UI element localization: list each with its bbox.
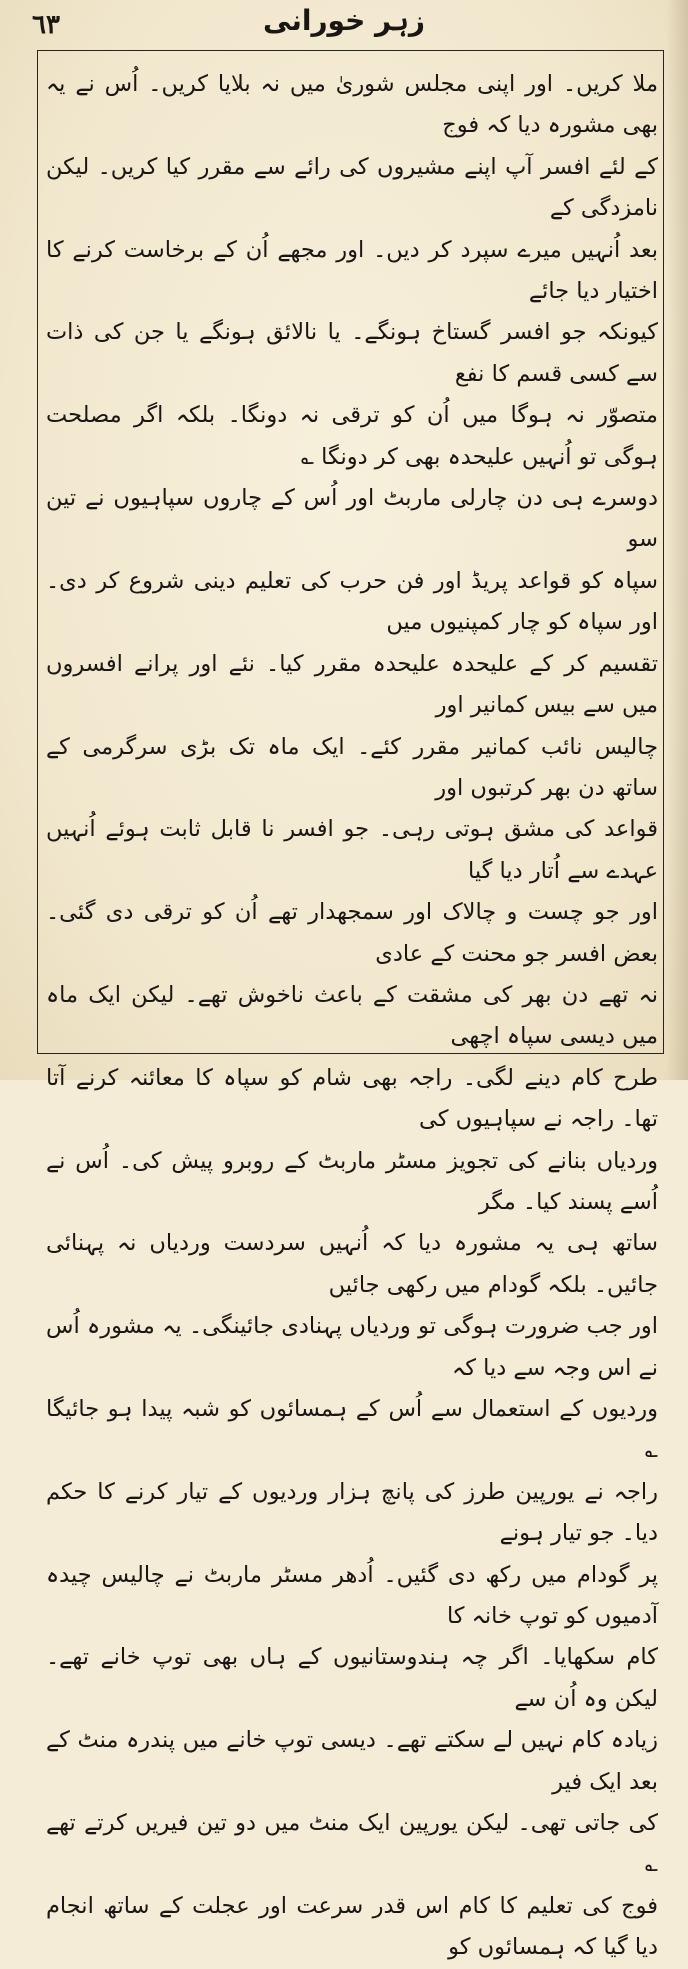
text-line: وردیوں کے استعمال سے اُس کے ہمسائوں کو شبہ پیدا ہو جائیگا ؎ xyxy=(46,1396,658,1464)
page-number: ٦٣ xyxy=(32,10,60,40)
text-line: سپاہ کو قواعد پریڈ اور فن حرب کی تعلیم دینی شروع کر دی۔ اور سپاہ کو چار کمپنیوں میں xyxy=(46,567,658,636)
page-edge-shadow xyxy=(666,0,688,1080)
text-line: تقسیم کر کے علیحدہ علیحدہ مقرر کیا۔ نئے اور پرانے افسروں میں سے بیس کمانیر اور xyxy=(46,650,658,719)
text-line: ملا کریں۔ اور اپنی مجلس شوریٰ میں نہ بلایا کریں۔ اُس نے یہ بھی مشورہ دیا کہ فوج xyxy=(46,71,658,139)
text-line: متصوّر نہ ہوگا میں اُن کو ترقی نہ دونگا۔ بلکہ اگر مصلحت ہوگی تو اُنہیں علیحدہ بھی کر دونگا ؎ xyxy=(46,402,658,470)
text-line: کام سکھایا۔ اگر چہ ہندوستانیوں کے ہاں بھی توپ خانے تھے۔ لیکن وہ اُن سے xyxy=(46,1644,658,1712)
body-text xyxy=(46,64,658,1961)
text-line: کی جاتی تھی۔ لیکن یورپین ایک منٹ میں دو تین فیریں کرتے تھے ؎ xyxy=(46,1810,658,1878)
text-line: کے لئے افسر آپ اپنے مشیروں کی رائے سے مقرر کیا کریں۔ لیکن نامزدگی کے xyxy=(46,153,658,222)
text-line: فوج کی تعلیم کا کام اس قدر سرعت اور عجلت کے ساتھ انجام دیا گیا کہ ہمسائوں کو xyxy=(46,1892,658,1961)
text-line: اور جب ضرورت ہوگی تو وردیاں پہنادی جائینگی۔ یہ مشورہ اُس نے اس وجہ سے دیا کہ xyxy=(46,1313,658,1381)
text-line: بعد اُنہیں میرے سپرد کر دیں۔ اور مجھے اُن کے برخاست کرنے کا اختیار دیا جائے xyxy=(46,236,658,305)
text-line: اور جو چست و چالاک اور سمجھدار تھے اُن کو ترقی دی گئی۔ بعض افسر جو محنت کے عادی xyxy=(46,899,658,967)
text-line: پر گودام میں رکھ دی گئیں۔ اُدھر مسٹر ماربٹ نے چالیس چیدہ آدمیوں کو توپ خانہ کا xyxy=(46,1561,658,1630)
text-line: کیونکہ جو افسر گستاخ ہونگے۔ یا نالائق ہونگے یا جن کی ذات سے کسی قسم کا نفع xyxy=(46,319,658,387)
page-header xyxy=(0,4,688,46)
text-line: دوسرے ہی دن چارلی ماربٹ اور اُس کے چاروں سپاہیوں نے تین سو xyxy=(46,485,658,553)
text-line: نہ تھے دن بھر کی مشقت کے باعث ناخوش تھے۔ لیکن ایک ماہ میں دیسی سپاہ اچھی xyxy=(46,981,658,1050)
running-title: زہر خورانی xyxy=(263,4,425,37)
text-line: راجہ نے یورپین طرز کی پانچ ہزار وردیوں کے تیار کرنے کا حکم دیا۔ جو تیار ہونے xyxy=(46,1478,658,1547)
text-line: ساتھ ہی یہ مشورہ دیا کہ اُنہیں سردست وردیاں نہ پہنائی جائیں۔ بلکہ گودام میں رکھی جائیں xyxy=(46,1230,658,1298)
text-line: چالیس نائب کمانیر مقرر کئے۔ ایک ماہ تک بڑی سرگرمی کے ساتھ دن بھر کرتبوں اور xyxy=(46,733,658,801)
text-line: زیادہ کام نہیں لے سکتے تھے۔ دیسی توپ خانے میں پندرہ منٹ کے بعد ایک فیر xyxy=(46,1727,658,1795)
text-line: وردیاں بنانے کی تجویز مسٹر ماربٹ کے روبرو پیش کی۔ اُس نے اُسے پسند کیا۔ مگر xyxy=(46,1147,658,1215)
text-line: قواعد کی مشق ہوتی رہی۔ جو افسر نا قابل ثابت ہوئے اُنہیں عہدے سے اُتار دیا گیا xyxy=(46,816,658,884)
text-line: طرح کام دینے لگی۔ راجہ بھی شام کو سپاہ کا معائنہ کرنے آتا تھا۔ راجہ نے سپاہیوں کی xyxy=(46,1064,658,1133)
